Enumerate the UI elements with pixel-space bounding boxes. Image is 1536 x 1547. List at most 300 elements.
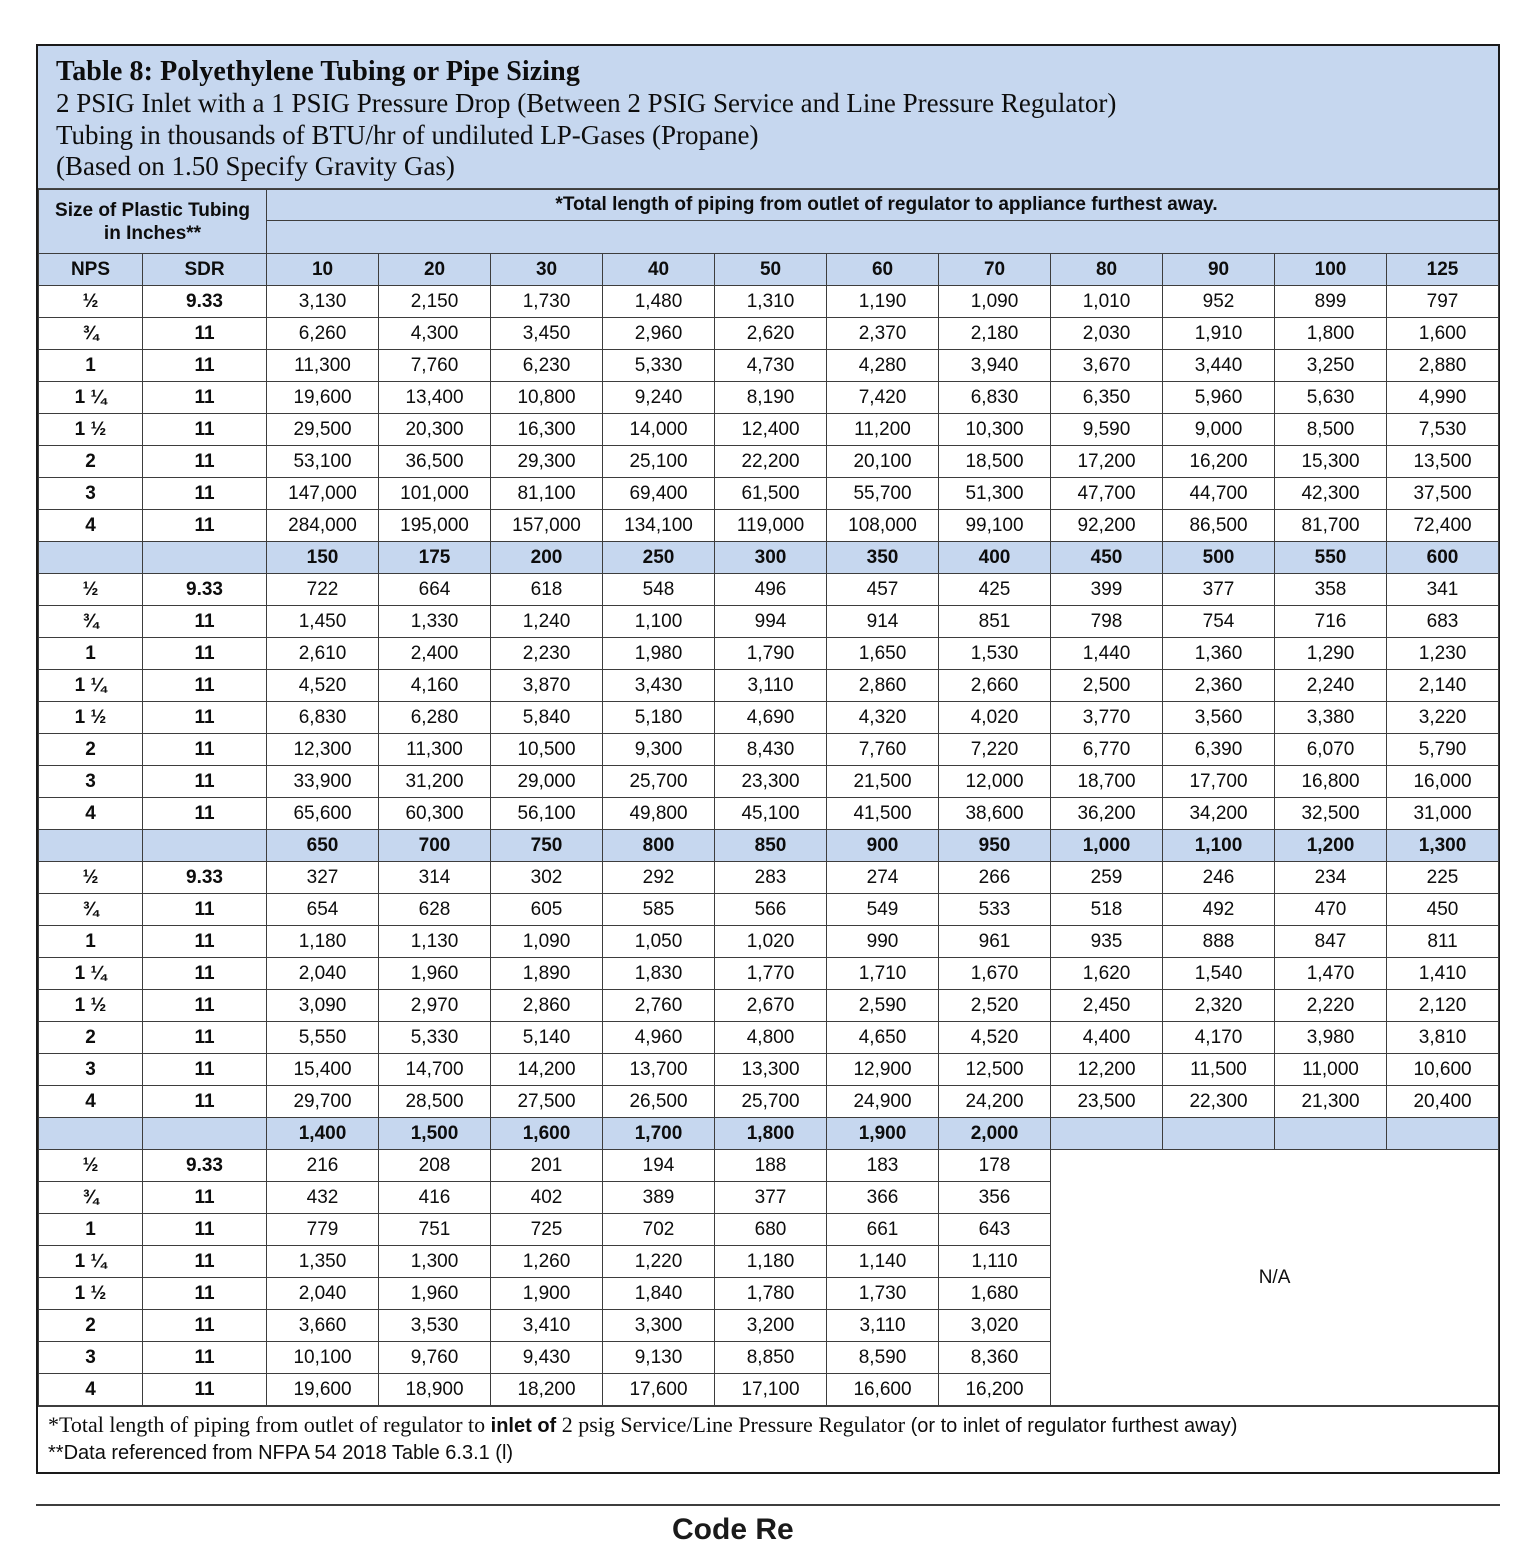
length-header-spacer-nps [39,830,143,862]
value-cell: 284,000 [267,510,379,542]
value-cell: 26,500 [603,1086,715,1118]
value-cell: 2,230 [491,638,603,670]
value-cell: 654 [267,894,379,926]
value-cell: 9,240 [603,382,715,414]
table-row [39,382,1499,414]
value-cell: 7,420 [827,382,939,414]
length-header-spacer-nps [39,1118,143,1150]
value-cell: 549 [827,894,939,926]
value-cell: 4,280 [827,350,939,382]
table-row [39,350,1499,382]
value-cell: 2,610 [267,638,379,670]
value-cell: 1,830 [603,958,715,990]
length-header-cell: 40 [603,254,715,286]
nps-cell: 1 [39,638,143,670]
value-cell: 990 [827,926,939,958]
value-cell: 1,230 [1387,638,1499,670]
value-cell: 416 [379,1182,491,1214]
value-cell: 798 [1051,606,1163,638]
length-header-cell: 400 [939,542,1051,574]
length-header-cell: 600 [1387,542,1499,574]
value-cell: 1,310 [715,286,827,318]
value-cell: 9,130 [603,1342,715,1374]
value-cell: 2,590 [827,990,939,1022]
value-cell: 2,450 [1051,990,1163,1022]
value-cell: 60,300 [379,798,491,830]
nps-header: NPS [39,254,143,286]
value-cell: 1,020 [715,926,827,958]
value-cell: 716 [1275,606,1387,638]
value-cell: 377 [1163,574,1275,606]
value-cell: 3,250 [1275,350,1387,382]
value-cell: 188 [715,1150,827,1182]
value-cell: 811 [1387,926,1499,958]
value-cell: 183 [827,1150,939,1182]
value-cell: 11,200 [827,414,939,446]
value-cell: 2,500 [1051,670,1163,702]
value-cell: 314 [379,862,491,894]
total-length-header: *Total length of piping from outlet of regulator to appliance furthest away. [267,190,1499,221]
nps-cell: 1 ½ [39,990,143,1022]
size-of-plastic-tubing-header: Size of Plastic Tubing in Inches** [39,190,267,254]
value-cell: 4,690 [715,702,827,734]
value-cell: 847 [1275,926,1387,958]
length-header-cell: 1,800 [715,1118,827,1150]
value-cell: 7,220 [939,734,1051,766]
value-cell: 101,000 [379,478,491,510]
length-header-cell: 30 [491,254,603,286]
value-cell: 1,730 [491,286,603,318]
value-cell: 3,450 [491,318,603,350]
value-cell: 425 [939,574,1051,606]
value-cell: 6,770 [1051,734,1163,766]
sdr-cell: 11 [143,766,267,798]
value-cell: 8,850 [715,1342,827,1374]
value-cell: 147,000 [267,478,379,510]
value-cell: 234 [1275,862,1387,894]
sdr-cell: 9.33 [143,1150,267,1182]
value-cell: 643 [939,1214,1051,1246]
length-header-cell: 450 [1051,542,1163,574]
table-row [39,414,1499,446]
value-cell: 2,140 [1387,670,1499,702]
value-cell: 680 [715,1214,827,1246]
cut-off-footer-text: Code Re [672,1513,794,1546]
pipe-sizing-table [38,189,1499,1406]
value-cell: 208 [379,1150,491,1182]
value-cell: 4,800 [715,1022,827,1054]
length-header-cell: 1,100 [1163,830,1275,862]
sdr-cell: 11 [143,1342,267,1374]
value-cell: 7,760 [827,734,939,766]
value-cell: 2,360 [1163,670,1275,702]
value-cell: 797 [1387,286,1499,318]
value-cell: 899 [1275,286,1387,318]
value-cell: 5,330 [379,1022,491,1054]
value-cell: 1,450 [267,606,379,638]
value-cell: 1,890 [491,958,603,990]
length-header-spacer-sdr [143,1118,267,1150]
value-cell: 3,410 [491,1310,603,1342]
value-cell: 4,520 [939,1022,1051,1054]
value-cell: 51,300 [939,478,1051,510]
sdr-cell: 11 [143,798,267,830]
value-cell: 3,110 [827,1310,939,1342]
value-cell: 18,200 [491,1374,603,1406]
value-cell: 23,300 [715,766,827,798]
value-cell: 119,000 [715,510,827,542]
value-cell: 2,760 [603,990,715,1022]
value-cell: 36,500 [379,446,491,478]
value-cell: 366 [827,1182,939,1214]
value-cell: 3,110 [715,670,827,702]
length-header-cell: 80 [1051,254,1163,286]
value-cell: 6,830 [267,702,379,734]
value-cell: 457 [827,574,939,606]
value-cell: 99,100 [939,510,1051,542]
length-header-cell: 60 [827,254,939,286]
value-cell: 178 [939,1150,1051,1182]
value-cell: 1,180 [715,1246,827,1278]
value-cell: 935 [1051,926,1163,958]
nps-cell: 1 ½ [39,1278,143,1310]
nps-cell: 2 [39,446,143,478]
value-cell: 7,760 [379,350,491,382]
sdr-cell: 11 [143,958,267,990]
value-cell: 17,100 [715,1374,827,1406]
value-cell: 13,500 [1387,446,1499,478]
value-cell: 69,400 [603,478,715,510]
length-header-cell: 700 [379,830,491,862]
value-cell: 1,800 [1275,318,1387,350]
value-cell: 108,000 [827,510,939,542]
value-cell: 961 [939,926,1051,958]
value-cell: 41,500 [827,798,939,830]
value-cell: 1,910 [1163,318,1275,350]
value-cell: 725 [491,1214,603,1246]
length-header-spacer-sdr [143,830,267,862]
nps-cell: 1 ¼ [39,958,143,990]
value-cell: 92,200 [1051,510,1163,542]
value-cell: 16,300 [491,414,603,446]
value-cell: 2,970 [379,990,491,1022]
value-cell: 22,200 [715,446,827,478]
value-cell: 13,700 [603,1054,715,1086]
value-cell: 3,380 [1275,702,1387,734]
value-cell: 18,900 [379,1374,491,1406]
value-cell: 888 [1163,926,1275,958]
length-header-cell: 350 [827,542,939,574]
value-cell: 259 [1051,862,1163,894]
length-header-cell: 300 [715,542,827,574]
value-cell: 17,700 [1163,766,1275,798]
value-cell: 1,130 [379,926,491,958]
sdr-cell: 9.33 [143,574,267,606]
value-cell: 3,300 [603,1310,715,1342]
length-header-cell: 500 [1163,542,1275,574]
length-header-cell: 1,000 [1051,830,1163,862]
value-cell: 14,000 [603,414,715,446]
value-cell: 6,260 [267,318,379,350]
value-cell: 8,360 [939,1342,1051,1374]
nps-cell: ½ [39,574,143,606]
value-cell: 1,050 [603,926,715,958]
table-row [39,638,1499,670]
value-cell: 470 [1275,894,1387,926]
value-cell: 17,200 [1051,446,1163,478]
nps-cell: 4 [39,510,143,542]
value-cell: 779 [267,1214,379,1246]
nps-cell: ½ [39,862,143,894]
value-cell: 566 [715,894,827,926]
value-cell: 34,200 [1163,798,1275,830]
nps-cell: 1 ¼ [39,670,143,702]
value-cell: 16,200 [1163,446,1275,478]
sdr-cell: 11 [143,926,267,958]
value-cell: 5,630 [1275,382,1387,414]
sdr-cell: 11 [143,702,267,734]
length-header-cell: 200 [491,542,603,574]
length-header-cell: 90 [1163,254,1275,286]
nps-cell: 1 [39,926,143,958]
value-cell: 25,100 [603,446,715,478]
value-cell: 16,800 [1275,766,1387,798]
table-row [39,670,1499,702]
sdr-cell: 11 [143,1022,267,1054]
table-row [39,318,1499,350]
value-cell: 274 [827,862,939,894]
value-cell: 29,700 [267,1086,379,1118]
table-title-block [38,46,1498,189]
nps-cell: 4 [39,1086,143,1118]
value-cell: 518 [1051,894,1163,926]
value-cell: 31,200 [379,766,491,798]
length-header-cell [1051,1118,1163,1150]
value-cell: 9,000 [1163,414,1275,446]
value-cell: 1,110 [939,1246,1051,1278]
length-header-cell: 900 [827,830,939,862]
value-cell: 3,870 [491,670,603,702]
value-cell: 2,180 [939,318,1051,350]
value-cell: 4,400 [1051,1022,1163,1054]
value-cell: 4,160 [379,670,491,702]
value-cell: 29,300 [491,446,603,478]
value-cell: 389 [603,1182,715,1214]
value-cell: 2,670 [715,990,827,1022]
sdr-cell: 11 [143,990,267,1022]
value-cell: 1,470 [1275,958,1387,990]
sdr-cell: 11 [143,894,267,926]
sdr-cell: 11 [143,382,267,414]
value-cell: 4,730 [715,350,827,382]
value-cell: 1,100 [603,606,715,638]
value-cell: 157,000 [491,510,603,542]
value-cell: 9,760 [379,1342,491,1374]
length-header-spacer-nps [39,542,143,574]
value-cell: 3,770 [1051,702,1163,734]
value-cell: 3,530 [379,1310,491,1342]
length-header-cell: 750 [491,830,603,862]
nps-cell: 3 [39,478,143,510]
value-cell: 702 [603,1214,715,1246]
value-cell: 683 [1387,606,1499,638]
page-title: Table 8: Polyethylene Tubing or Pipe Sizing [56,56,580,87]
nps-cell: 1 [39,1214,143,1246]
value-cell: 11,300 [267,350,379,382]
value-cell: 37,500 [1387,478,1499,510]
footnotes-block [38,1406,1498,1471]
value-cell: 1,410 [1387,958,1499,990]
value-cell: 6,230 [491,350,603,382]
value-cell: 22,300 [1163,1086,1275,1118]
value-cell: 3,430 [603,670,715,702]
sdr-cell: 11 [143,1374,267,1406]
value-cell: 4,320 [827,702,939,734]
value-cell: 914 [827,606,939,638]
nps-cell: 2 [39,1022,143,1054]
sdr-cell: 9.33 [143,286,267,318]
length-header-spacer-sdr [143,542,267,574]
value-cell: 399 [1051,574,1163,606]
value-cell: 4,960 [603,1022,715,1054]
value-cell: 6,830 [939,382,1051,414]
value-cell: 3,200 [715,1310,827,1342]
footnote-1-part-d: (or to inlet of regulator furthest away) [910,1415,1238,1438]
value-cell: 2,860 [827,670,939,702]
value-cell: 1,650 [827,638,939,670]
value-cell: 24,900 [827,1086,939,1118]
length-header-cell: 20 [379,254,491,286]
value-cell: 47,700 [1051,478,1163,510]
value-cell: 3,980 [1275,1022,1387,1054]
length-header-cell: 550 [1275,542,1387,574]
value-cell: 18,500 [939,446,1051,478]
value-cell: 585 [603,894,715,926]
value-cell: 1,980 [603,638,715,670]
value-cell: 341 [1387,574,1499,606]
value-cell: 1,540 [1163,958,1275,990]
nps-cell: ¾ [39,1182,143,1214]
table-header-row-a [39,190,1499,221]
footnote-2: **Data referenced from NFPA 54 2018 Table 6.3.1 (l) [48,1442,514,1465]
length-header-cell: 150 [267,542,379,574]
sdr-cell: 11 [143,510,267,542]
value-cell: 1,300 [379,1246,491,1278]
value-cell: 53,100 [267,446,379,478]
value-cell: 10,100 [267,1342,379,1374]
value-cell: 3,440 [1163,350,1275,382]
length-header-cell: 100 [1275,254,1387,286]
value-cell: 2,220 [1275,990,1387,1022]
value-cell: 11,000 [1275,1054,1387,1086]
footnote-1 [48,1410,1498,1440]
value-cell: 8,590 [827,1342,939,1374]
value-cell: 15,400 [267,1054,379,1086]
length-header-cell: 1,300 [1387,830,1499,862]
value-cell: 17,600 [603,1374,715,1406]
nps-cell: 4 [39,1374,143,1406]
value-cell: 195,000 [379,510,491,542]
value-cell: 5,140 [491,1022,603,1054]
value-cell: 6,350 [1051,382,1163,414]
value-cell: 14,700 [379,1054,491,1086]
value-cell: 1,730 [827,1278,939,1310]
value-cell: 1,960 [379,1278,491,1310]
sdr-cell: 11 [143,446,267,478]
value-cell: 10,300 [939,414,1051,446]
value-cell: 19,600 [267,382,379,414]
value-cell: 356 [939,1182,1051,1214]
value-cell: 952 [1163,286,1275,318]
nps-cell: ¾ [39,894,143,926]
sdr-cell: 11 [143,350,267,382]
value-cell: 9,300 [603,734,715,766]
sdr-cell: 11 [143,1054,267,1086]
length-header-cell: 850 [715,830,827,862]
length-header-cell: 50 [715,254,827,286]
table-row [39,990,1499,1022]
value-cell: 1,530 [939,638,1051,670]
length-header-cell: 1,600 [491,1118,603,1150]
value-cell: 20,100 [827,446,939,478]
value-cell: 3,670 [1051,350,1163,382]
value-cell: 851 [939,606,1051,638]
value-cell: 1,480 [603,286,715,318]
nps-cell: 1 [39,350,143,382]
length-header-cell: 10 [267,254,379,286]
value-cell: 10,600 [1387,1054,1499,1086]
value-cell: 86,500 [1163,510,1275,542]
value-cell: 225 [1387,862,1499,894]
sdr-cell: 11 [143,414,267,446]
sdr-cell: 9.33 [143,862,267,894]
value-cell: 1,180 [267,926,379,958]
footnote-1-part-c: 2 psig Service/Line Pressure Regulator [556,1412,911,1438]
value-cell: 65,600 [267,798,379,830]
nps-cell: ¾ [39,318,143,350]
value-cell: 1,090 [491,926,603,958]
value-cell: 994 [715,606,827,638]
value-cell: 81,700 [1275,510,1387,542]
nps-sdr-header-row [39,254,1499,286]
value-cell: 3,660 [267,1310,379,1342]
sdr-cell: 11 [143,670,267,702]
sdr-cell: 11 [143,1246,267,1278]
value-cell: 3,560 [1163,702,1275,734]
value-cell: 1,240 [491,606,603,638]
length-header-cell: 950 [939,830,1051,862]
value-cell: 4,650 [827,1022,939,1054]
value-cell: 3,130 [267,286,379,318]
nps-cell: 1 ½ [39,414,143,446]
value-cell: 12,400 [715,414,827,446]
value-cell: 81,100 [491,478,603,510]
length-header-cell: 1,700 [603,1118,715,1150]
value-cell: 751 [379,1214,491,1246]
table-8-frame [36,44,1500,1474]
table-row [39,1086,1499,1118]
value-cell: 358 [1275,574,1387,606]
value-cell: 618 [491,574,603,606]
value-cell: 1,840 [603,1278,715,1310]
value-cell: 9,430 [491,1342,603,1374]
value-cell: 9,590 [1051,414,1163,446]
value-cell: 72,400 [1387,510,1499,542]
value-cell: 6,390 [1163,734,1275,766]
value-cell: 8,430 [715,734,827,766]
nps-cell: ½ [39,286,143,318]
bottom-divider [36,1504,1500,1506]
